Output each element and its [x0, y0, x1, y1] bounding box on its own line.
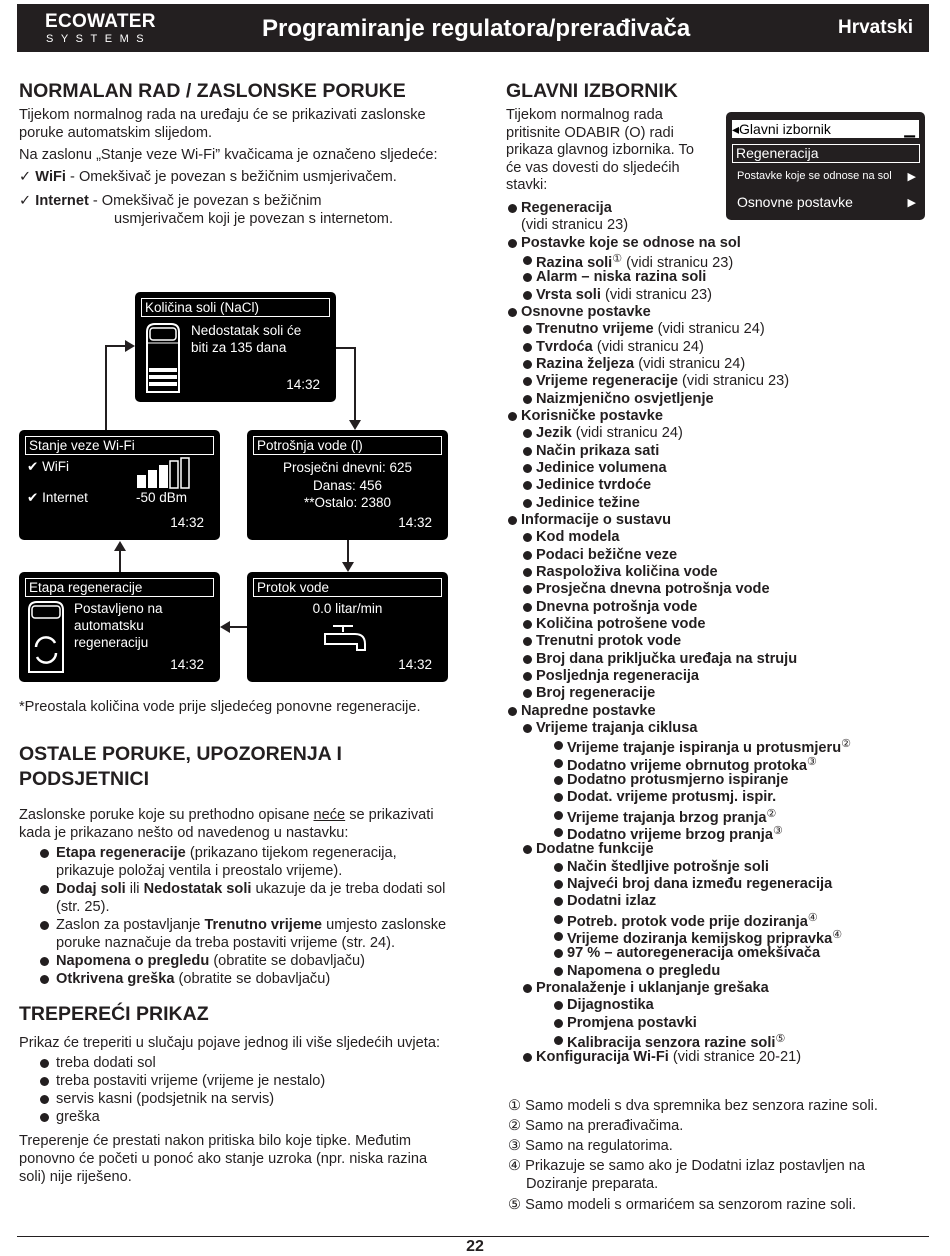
footnote: ⑤ Samo modeli s ormarićem sa senzorom razine soli.: [508, 1197, 857, 1213]
menu-tree-item: [523, 477, 651, 493]
menu-tree-item: [508, 304, 651, 320]
paragraph: Tijekom normalnog rada na uređaju će se prikazivati zaslonske poruke automatskim slijedom.: [19, 107, 426, 141]
bullet-icon: [523, 533, 532, 542]
blink-condition-list: [36, 1054, 449, 1126]
screen-time: 14:32: [286, 377, 320, 392]
left-column-top: [19, 79, 449, 228]
bold-text: Podaci bežične veze: [536, 546, 678, 563]
bullet-icon: [554, 811, 563, 820]
flow-value: 0.0 litar/min: [312, 601, 383, 616]
menu-tree-item: [523, 668, 699, 684]
menu-tree-item: [554, 755, 817, 774]
menu-tree-item: [554, 1015, 697, 1031]
footnote: ② Samo na prerađivačima.: [508, 1118, 684, 1134]
bullet-icon: [554, 828, 563, 837]
bullet-icon: [554, 863, 563, 872]
menu-tree-item: [554, 928, 842, 947]
menu-tree-item: [554, 963, 720, 979]
page-number: 22: [466, 1238, 484, 1255]
arrow-icon: [125, 340, 135, 352]
screen-text: Postavljeno na: [74, 601, 163, 616]
bold-text: Trenutno vrijeme: [204, 917, 323, 933]
bullet-icon: [554, 1036, 563, 1045]
bold-text: Informacije o sustavu: [521, 511, 672, 528]
text: (prikazano tijekom regeneracija, prikazuje položaj ventila i preostalo vrijeme).: [56, 845, 397, 879]
bold-text: Količina potrošene vode: [536, 615, 706, 632]
menu-tree-item: [523, 373, 789, 389]
message-item: [36, 844, 449, 880]
bullet-icon: [523, 377, 532, 386]
text: (obratite se dobavljaču): [174, 971, 331, 987]
menu-tree-item: [508, 200, 612, 216]
bold-text: Dodatno protusmjerno ispiranje: [567, 771, 789, 788]
text: (obratite se dobavljaču): [209, 953, 366, 969]
menu-tree-item: [508, 703, 656, 719]
bold-text: Dnevna potrošnja vode: [536, 598, 698, 615]
menu-tree-item: [554, 789, 776, 805]
menu-tree-item: [523, 616, 705, 632]
bullet-icon: [508, 707, 517, 716]
softener-regen-icon: [25, 600, 67, 675]
bold-text: Osnovne postavke: [521, 303, 651, 320]
menu-tree-item: [554, 911, 818, 930]
bold-text: 97 % – autoregeneracija omekšivača: [567, 945, 821, 962]
menu-tree-item: [523, 269, 706, 285]
bullet-icon: [554, 897, 563, 906]
screen-text: regeneraciju: [74, 635, 149, 650]
menu-tree-item: [523, 339, 704, 355]
bold-text: Regeneracija: [521, 200, 612, 216]
logo: ECOWATER: [45, 11, 156, 32]
footnote-ref: ①: [612, 252, 623, 265]
footnote-ref: ②: [766, 807, 777, 820]
arrow-icon: [349, 420, 361, 430]
menu-tree-item: [554, 945, 820, 961]
menu-tree-item: [523, 547, 677, 563]
bold-text: Napomena o pregledu: [567, 962, 721, 979]
signal-strength: -50 dBm: [136, 490, 188, 505]
list-item: treba dodati sol: [36, 1054, 449, 1072]
bold-text: Nedostatak soli: [143, 881, 252, 897]
bold-text: Jedinice tvrdoće: [536, 477, 652, 494]
chevron-right-icon: ▶: [907, 197, 916, 209]
bold-text: Jedinice volumena: [536, 459, 667, 476]
faucet-icon: [323, 622, 371, 654]
bullet-icon: [523, 360, 532, 369]
page-title: Programiranje regulatora/prerađivača: [262, 15, 691, 42]
menu-tree-item: [554, 772, 788, 788]
page-header: [17, 4, 929, 52]
bullet-icon: [508, 239, 517, 248]
check-icon: ✓: [19, 169, 36, 185]
menu-tree-item: [508, 512, 671, 528]
menu-tree-item: [554, 1032, 785, 1051]
menu-tree-item: [554, 876, 832, 892]
bold-text: Tvrdoća: [536, 338, 593, 355]
bullet-icon: [523, 585, 532, 594]
bullet-icon: [508, 516, 517, 525]
text: ili: [125, 881, 144, 897]
bullet-icon: [523, 551, 532, 560]
footnote-ref: ②: [841, 738, 852, 751]
footnote-remaining: *Preostala količina vode prije sljedećeg ponovne regeneracije.: [19, 699, 421, 715]
bold-text: Alarm – niska razina soli: [536, 269, 707, 286]
menu-item-regeneracija[interactable]: Regeneracija: [732, 144, 920, 163]
screen-salt-amount: [135, 292, 336, 402]
bold-text: Razina soli: [536, 254, 613, 271]
remaining: **Ostalo: 2380: [303, 495, 392, 510]
menu-tree-item: [554, 893, 656, 909]
bullet-icon: [554, 880, 563, 889]
footnote: ③ Samo na regulatorima.: [508, 1138, 673, 1154]
text: (vidi stranicu 24): [592, 338, 704, 355]
bullet-icon: [523, 724, 532, 733]
screen-time: 14:32: [398, 657, 432, 672]
bold-text: Najveći broj dana između regeneracija: [567, 875, 833, 892]
bullet-icon: [523, 429, 532, 438]
bold-text: Promjena postavki: [567, 1014, 697, 1031]
screen-text: Nedostatak soli će: [191, 323, 302, 338]
menu-tree-item: [523, 321, 765, 337]
menu-tree-item: [523, 425, 683, 441]
menu-item-salt-settings[interactable]: Postavke koje se odnose na sol: [737, 170, 892, 182]
menu-tree-item: [523, 980, 769, 996]
bullet-icon: [554, 741, 563, 750]
bold-text: Dodatni izlaz: [567, 893, 657, 910]
check-item-internet: ✓ Internet - Omekšivač je povezan s bežičnim usmjerivačem koji je povezan s internetom.: [19, 193, 394, 227]
menu-item-basic-settings[interactable]: Osnovne postavke: [737, 194, 853, 210]
menu-tree-item: [523, 356, 745, 372]
main-menu-screen: [726, 112, 925, 220]
text: (vidi stranicu 24): [653, 321, 765, 338]
bullet-icon: [523, 637, 532, 646]
screen-time: 14:32: [398, 515, 432, 530]
bold-text: Vrsta soli: [536, 286, 601, 303]
bullet-icon: [523, 672, 532, 681]
menu-tree-item: [508, 235, 741, 251]
bullet-icon: [554, 932, 563, 941]
screen-water-usage: [247, 430, 448, 540]
bold-text: Postavke koje se odnose na sol: [521, 234, 741, 251]
chevron-right-icon: ▶: [907, 171, 916, 183]
check-item-wifi: ✓ WiFi - Omekšivač je povezan s bežičnim usmjerivačem.: [19, 169, 397, 185]
list-item: greška: [36, 1108, 449, 1126]
menu-tree-item: [521, 217, 628, 233]
menu-tree-item: [523, 1049, 801, 1065]
message-item: [36, 970, 449, 988]
screen-title: Etapa regeneracije: [25, 578, 214, 597]
bullet-icon: [523, 256, 532, 265]
menu-tree-item: [523, 287, 712, 303]
bullet-icon: [523, 689, 532, 698]
bullet-icon: [554, 949, 563, 958]
screen-water-flow: [247, 572, 448, 682]
bold-text: Napomena o pregledu: [56, 953, 210, 969]
bold-text: Trenutno vrijeme: [536, 321, 654, 338]
bullet-icon: [554, 1019, 563, 1028]
bullet-icon: [523, 845, 532, 854]
today: Danas: 456: [312, 477, 383, 493]
bullet-icon: [523, 325, 532, 334]
bold-text: Kod modela: [536, 529, 620, 546]
screen-regeneration-stage: [19, 572, 220, 682]
bullet-icon: [523, 603, 532, 612]
screen-title: Stanje veze Wi-Fi: [25, 436, 214, 455]
intro-line: stavki:: [506, 177, 548, 193]
text: (vidi stranicu 24): [571, 425, 683, 442]
menu-tree-item: [508, 408, 663, 424]
list-item: servis kasni (podsjetnik na servis): [36, 1090, 449, 1108]
menu-tree-item: [554, 824, 783, 843]
menu-tree-item: [523, 564, 718, 580]
text: umjesto zaslonske poruke naznačuje da treba postaviti vrijeme (str. 24).: [56, 917, 447, 951]
message-item: [36, 916, 449, 952]
menu-tree-item: [523, 685, 655, 701]
intro-line: će vas dovesti do sljedećih: [506, 159, 680, 176]
arrow-icon: [342, 562, 354, 572]
bold-text: Vrijeme doziranja kemijskog pripravka: [567, 930, 833, 947]
footnote-ref: ④: [832, 928, 843, 941]
bold-text: Jezik: [536, 425, 572, 442]
text: (vidi stranicu 24): [634, 355, 746, 372]
bullet-icon: [523, 464, 532, 473]
bullet-icon: [523, 395, 532, 404]
menu-tree-item: [523, 391, 714, 407]
language-label: Hrvatski: [838, 17, 913, 38]
screen-title: Količina soli (NaCl): [141, 298, 330, 317]
bullet-icon: [523, 273, 532, 282]
bold-text: Pronalaženje i uklanjanje grešaka: [536, 979, 769, 996]
paragraph: Zaslonske poruke koje su prethodno opisane neće se prikazivati kada je prikazano nešto od navedenog u nastavku:: [19, 807, 434, 841]
bold-text: Trenutni protok vode: [536, 633, 682, 650]
menu-tree-item: [523, 252, 733, 271]
message-item: [36, 880, 449, 916]
avg-daily: Prosječni dnevni: 625: [282, 460, 413, 475]
footnote-ref: ④: [807, 911, 818, 924]
bold-text: Kalibracija senzora razine soli: [567, 1034, 776, 1051]
footnote: ① Samo modeli s dva spremnika bez senzora razine soli.: [508, 1098, 878, 1114]
bold-text: Način štedljive potrošnje soli: [567, 858, 769, 875]
menu-tree-item: [554, 807, 776, 826]
menu-tree-item: [523, 581, 770, 597]
screen-title: Potrošnja vode (l): [253, 436, 442, 455]
text: ukazuje da je treba dodati sol (str. 25).: [56, 881, 446, 915]
menu-title-bar: ◂Glavni izbornik ▁: [732, 120, 919, 138]
bold-text: Otkrivena greška: [56, 971, 175, 987]
internet-check: ✔ Internet: [27, 490, 88, 505]
bold-text: Potreb. protok vode prije doziranja: [567, 913, 808, 930]
menu-tree-item: [523, 841, 654, 857]
text: (vidi stranicu 23): [521, 217, 629, 234]
logo-subtitle: SYSTEMS: [46, 33, 152, 45]
bullet-icon: [554, 793, 563, 802]
bold-text: Korisničke postavke: [521, 407, 663, 424]
bullet-icon: [523, 984, 532, 993]
menu-tree-item: [554, 737, 851, 756]
bold-text: Dodaj soli: [56, 881, 126, 897]
arrow-icon: [220, 621, 230, 633]
section-heading: OSTALE PORUKE, UPOZORENJA I PODSJETNICI: [19, 743, 342, 790]
scroll-down-icon: ▁: [904, 121, 915, 137]
menu-tree-item: [523, 651, 797, 667]
section-heading: GLAVNI IZBORNIK: [506, 80, 678, 102]
bold-text: Posljednja regeneracija: [536, 667, 700, 684]
bold-text: Dijagnostika: [567, 997, 654, 1014]
menu-tree-item: [523, 443, 659, 459]
bold-text: Dodatne funkcije: [536, 841, 654, 858]
screen-time: 14:32: [170, 515, 204, 530]
footnote-ref: ⑤: [775, 1032, 786, 1045]
screen-text: automatsku: [74, 618, 144, 633]
message-list: [36, 844, 449, 988]
menu-tree-item: [523, 720, 697, 736]
bold-text: Vrijeme trajanja brzog pranja: [567, 809, 767, 826]
menu-tree-item: [523, 529, 620, 545]
wifi-check: ✔ WiFi: [27, 459, 70, 474]
bullet-icon: [508, 308, 517, 317]
bold-text: Dodatno vrijeme obrnutog protoka: [567, 757, 807, 774]
menu-tree-item: [554, 997, 654, 1013]
bold-text: Konfiguracija Wi-Fi: [536, 1049, 669, 1066]
bold-text: Način prikaza sati: [536, 442, 660, 459]
menu-tree-item: [523, 460, 667, 476]
message-item: [36, 952, 449, 970]
bold-text: Naizmjenično osvjetljenje: [536, 390, 714, 407]
footnote-ref: ③: [807, 755, 817, 768]
bold-text: Raspoloživa količina vode: [536, 563, 718, 580]
menu-tree-item: [523, 495, 640, 511]
section-heading: NORMALAN RAD / ZASLONSKE PORUKE: [19, 80, 406, 102]
list-item: treba postaviti vrijeme (vrijeme je nestalo): [36, 1072, 449, 1090]
bold-text: Napredne postavke: [521, 702, 656, 719]
bold-text: Vrijeme trajanje ispiranja u protusmjeru: [567, 740, 842, 757]
bold-text: Etapa regeneracije: [56, 845, 186, 861]
footnote: Doziranje preparata.: [526, 1176, 659, 1192]
back-arrow-icon: ◂: [732, 121, 740, 137]
section-heading: TREPEREĆI PRIKAZ: [19, 1003, 209, 1025]
bold-text: Jedinice težine: [536, 494, 640, 511]
bullet-icon: [508, 412, 517, 421]
menu-tree-item: [523, 633, 681, 649]
paragraph: Prikaz će treperiti u slučaju pojave jednog ili više sljedećih uvjeta:: [19, 1035, 441, 1051]
menu-tree-item: [554, 859, 769, 875]
left-column-bottom: [19, 698, 449, 1186]
footnote: ④ Prikazuje se samo ako je Dodatni izlaz postavljen na: [508, 1158, 866, 1174]
intro-line: prikaza glavnog izbornika. To: [506, 142, 694, 158]
screen-text: biti za 135 dana: [191, 340, 287, 355]
bold-text: Prosječna dnevna potrošnja vode: [536, 581, 770, 598]
bullet-icon: [523, 499, 532, 508]
screen-wifi-status: [19, 430, 220, 540]
bullet-icon: [554, 759, 563, 768]
bullet-icon: [523, 447, 532, 456]
bold-text: Vrijeme regeneracije: [536, 373, 678, 390]
screen-time: 14:32: [170, 657, 204, 672]
footnote-ref: ③: [772, 824, 783, 837]
bullet-icon: [554, 776, 563, 785]
intro-paragraph: [506, 107, 694, 195]
bullet-icon: [523, 620, 532, 629]
bullet-icon: [523, 655, 532, 664]
bold-text: Broj dana priključka uređaja na struju: [536, 650, 798, 667]
intro-line: Tijekom normalnog rada: [506, 107, 663, 123]
bold-text: Razina željeza: [536, 355, 635, 372]
menu-tree-item: [523, 599, 697, 615]
text: (vidi stranicu 23): [600, 286, 713, 303]
bullet-icon: [523, 568, 532, 577]
bullet-icon: [523, 291, 532, 300]
bullet-icon: [523, 343, 532, 352]
bullet-icon: [554, 1001, 563, 1010]
check-icon: ✓: [19, 193, 36, 209]
text: (vidi stranicu 23): [622, 254, 734, 271]
signal-bars-icon: [136, 457, 191, 489]
bold-text: Dodat. vrijeme protusmj. ispir.: [567, 789, 777, 806]
bullet-icon: [554, 967, 563, 976]
bold-text: Vrijeme trajanja ciklusa: [536, 719, 698, 736]
text: Zaslon za postavljanje: [56, 917, 205, 933]
bullet-icon: [554, 915, 563, 924]
bold-text: Broj regeneracije: [536, 685, 656, 702]
softener-icon: [143, 322, 183, 394]
bullet-icon: [523, 1053, 532, 1062]
bullet-icon: [508, 204, 517, 213]
text: (vidi stranicu 23): [677, 373, 790, 390]
paragraph: Na zaslonu „Stanje veze Wi-Fi” kvačicama je označeno sljedeće:: [19, 147, 438, 163]
footer-rule: [17, 1236, 929, 1237]
paragraph: Treperenje će prestati nakon pritiska bilo koje tipke. Međutim ponovno će početi u ponoć ako stanje uzroka (npr. niska razina soli) nije riješeno.: [19, 1133, 428, 1185]
intro-line: pritisnite ODABIR (O) radi: [506, 124, 674, 141]
text: (vidi stranice 20-21): [668, 1049, 802, 1066]
screen-title: Protok vode: [253, 578, 442, 597]
arrow-icon: [114, 541, 126, 551]
bullet-icon: [523, 481, 532, 490]
bold-text: Dodatno vrijeme brzog pranja: [567, 826, 773, 843]
